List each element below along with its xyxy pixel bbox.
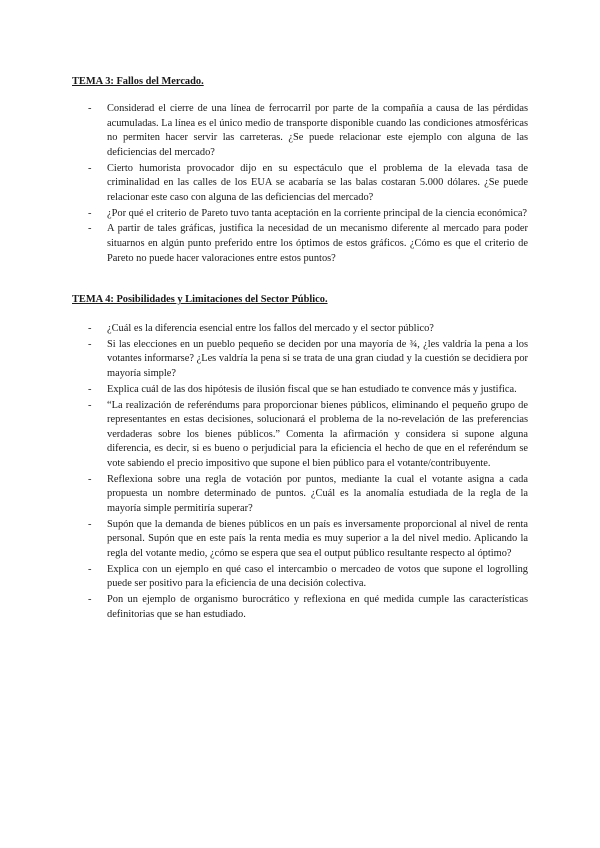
dash-bullet-icon: - [88,518,92,530]
dash-bullet-icon: - [88,473,92,485]
list-item [72,518,528,562]
dash-bullet-icon: - [88,103,92,114]
list-item-text: Considerad el cierre de una línea de ferrocarril por parte de la compañía a causa de las pérdidas acumuladas. La línea es el único medio de transporte disponible cuando las condiciones atmosféricas no permiten hacer servir las carreteras. ¿Se puede relacionar este ejemplo con alguna de las deficiencias del mercado? [107,103,528,158]
list-item-text: Explica cuál de las dos hipótesis de ilusión fiscal que se han estudiado te convence más y justifica. [107,383,517,395]
list-item-text: Supón que la demanda de bienes públicos en un país es inversamente proporcional al nivel de renta personal. Supón que en este país la renta media es muy superior a la del nivel medio. Aplicando la regla del votante medio, ¿cómo se espera que sea el output público resultante respecto al óptimo? [107,518,528,559]
list-item [72,473,528,517]
list-item-text: Pon un ejemplo de organismo burocrático y reflexiona en qué medida cumple las características definitorias que se han estudiado. [107,594,528,620]
dash-bullet-icon: - [88,338,92,350]
dash-bullet-icon: - [88,162,92,174]
section-tema-4 [72,293,528,623]
list-item-text: Reflexiona sobre una regla de votación por puntos, mediante la cual el votante asigna a cada propuesta un nombre determinado de puntos. ¿Cuál es la anomalía estudiada de la regla de la mayoría simple permitiría superar? [107,473,528,514]
list-item [72,102,528,160]
list-item [72,222,528,266]
list-item [72,322,528,337]
list-item [72,593,528,622]
list-item-text: Cierto humorista provocador dijo en su espectáculo que el problema de la elevada tasa de criminalidad en las calles de los EUA se acabaría se las balas costaran 5.000 dólares. ¿Se puede relacionar este caso con alguna de las deficiencias del mercado? [107,162,528,203]
question-list [72,102,528,266]
list-item [72,399,528,472]
dash-bullet-icon: - [88,399,92,411]
section-tema-3 [72,75,528,267]
dash-bullet-icon: - [88,563,92,575]
list-item-text: Si las elecciones en un pueblo pequeño se deciden por una mayoría de ¾, ¿les valdría la pena a los votantes informarse? ¿Les valdría la pena si se trata de una gran ciudad y la cuestión se decidiera por mayoría simple? [107,338,528,379]
list-item [72,563,528,592]
dash-bullet-icon: - [88,207,92,219]
question-list [72,322,528,622]
list-item-text: A partir de tales gráficas, justifica la necesidad de un mecanismo diferente al mercado para poder situarnos en algún punto preferido entre los óptimos de estos gráficos. ¿Cómo es que el criterio de Pareto no puede hacer valoraciones entre estos puntos? [107,223,528,264]
list-item [72,162,528,206]
dash-bullet-icon: - [88,594,92,605]
list-item-text: Explica con un ejemplo en qué caso el intercambio o mercadeo de votos que supone el logrolling puede ser positivo para la eficiencia de una decisión colectiva. [107,563,528,590]
list-item [72,338,528,382]
list-item-text: ¿Cuál es la diferencia esencial entre los fallos del mercado y el sector público? [107,323,434,334]
section-heading: TEMA 3: Fallos del Mercado. [72,76,204,87]
list-item [72,383,528,398]
list-item-text: “La realización de referéndums para proporcionar bienes públicos, eliminando el pequeño grupo de representantes en estas decisiones, solucionará el problema de la no-revelación de las preferencias verdaderas sobre los bienes públicos.” Comenta la afirmación y considera si supone alguna diferencia, es decir, si es bueno o perjudicial para la eficiencia el hecho de que en el referéndum se vote sabiendo el precio impositivo que supone el bien público para el votante/contribuyente. [107,399,528,469]
dash-bullet-icon: - [88,223,92,235]
list-item [72,207,528,222]
dash-bullet-icon: - [88,383,92,395]
section-heading: TEMA 4: Posibilidades y Limitaciones del Sector Público. [72,294,328,305]
list-item-text: ¿Por qué el criterio de Pareto tuvo tanta aceptación en la corriente principal de la ciencia económica? [107,207,528,219]
dash-bullet-icon: - [88,323,92,334]
